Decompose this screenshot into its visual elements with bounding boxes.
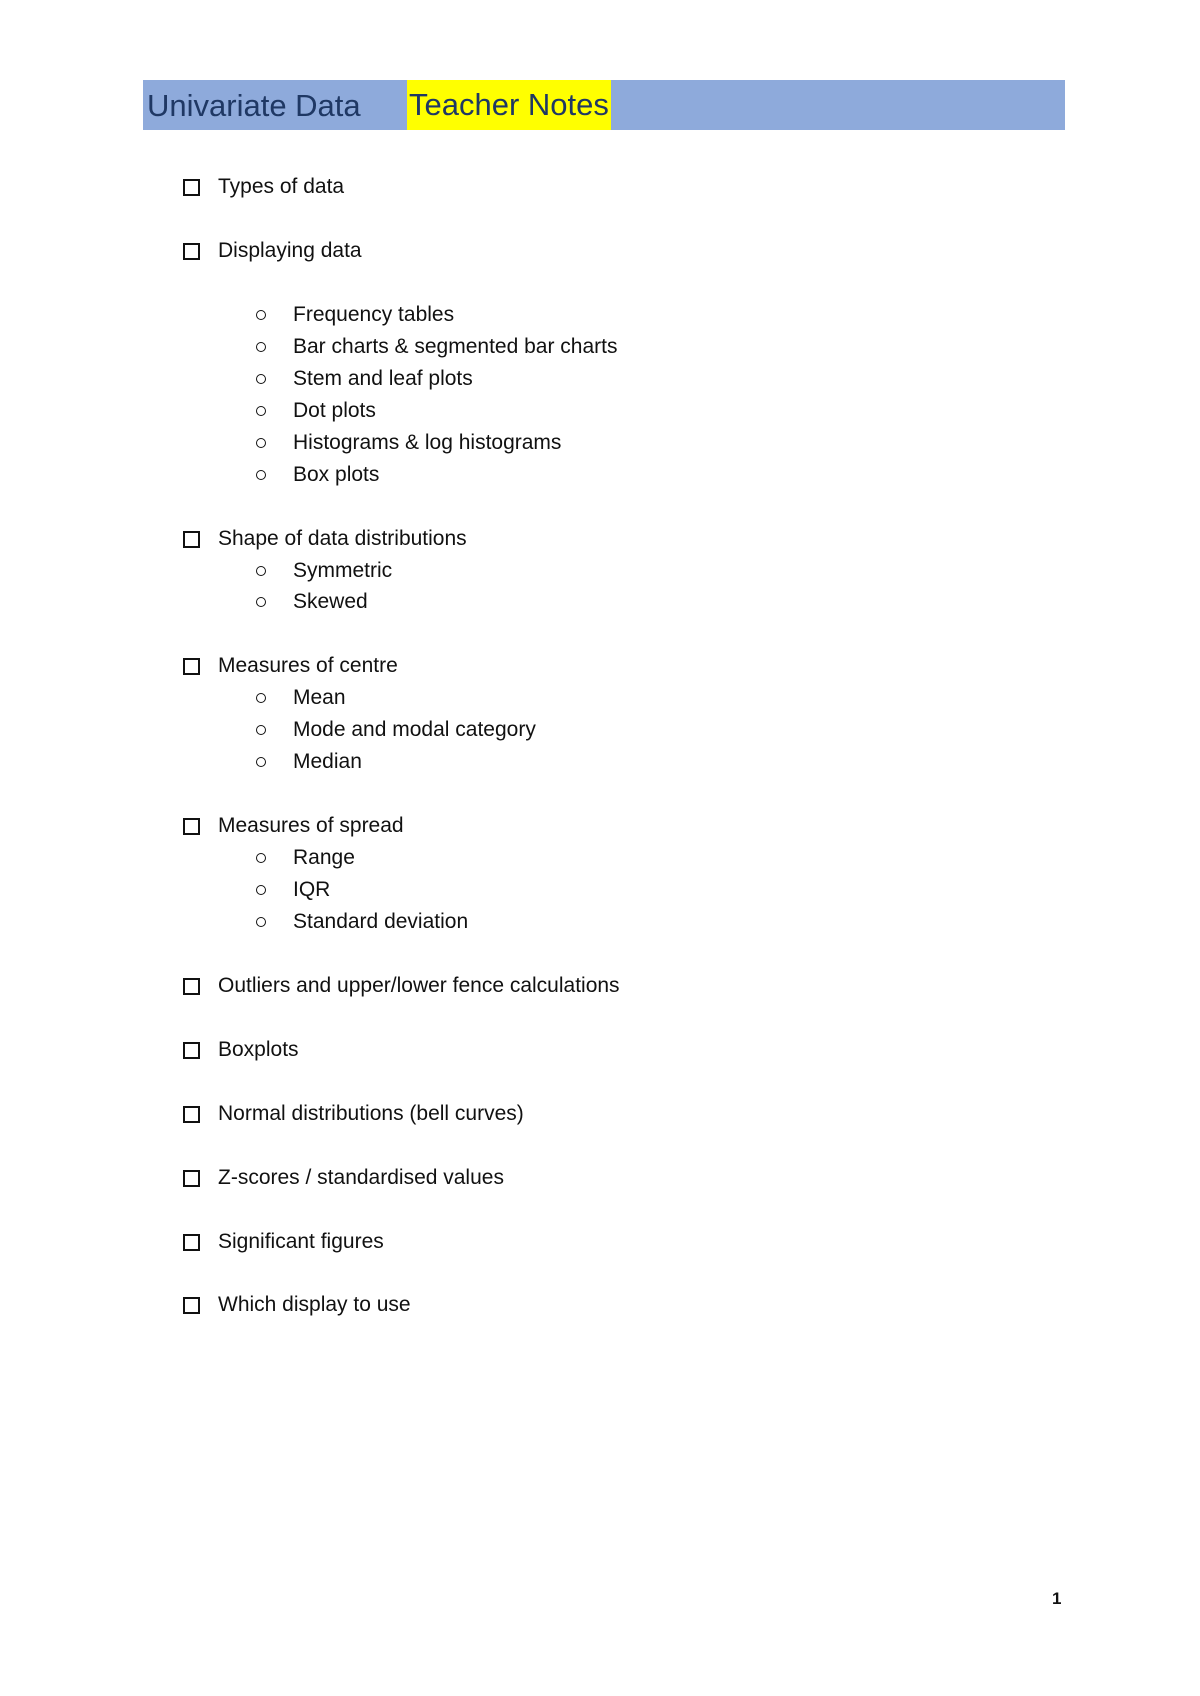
page-number: 1	[1052, 1589, 1062, 1608]
sub-list-item	[254, 907, 468, 937]
checkbox-icon	[183, 1234, 200, 1251]
checklist-item-label: Z-scores / standardised values	[218, 1166, 504, 1189]
sub-list-item	[254, 332, 618, 362]
circle-bullet-icon	[256, 406, 266, 416]
circle-bullet-icon	[256, 566, 266, 576]
sub-list-item-label: IQR	[293, 878, 331, 901]
checklist-item	[183, 1227, 384, 1257]
sub-list-item	[254, 460, 379, 490]
sub-list-item	[254, 683, 346, 713]
circle-bullet-icon	[256, 757, 266, 767]
sub-list-item-label: Standard deviation	[293, 910, 469, 933]
sub-list-item-label: Bar charts & segmented bar charts	[293, 335, 618, 358]
sub-list-item-label: Skewed	[293, 590, 368, 613]
checklist-item	[183, 1035, 299, 1065]
checklist-item	[183, 971, 620, 1001]
checklist-item-label: Outliers and upper/lower fence calculations	[218, 974, 620, 997]
checkbox-icon	[183, 978, 200, 995]
checklist-item-label: Significant figures	[218, 1230, 384, 1253]
checkbox-icon	[183, 818, 200, 835]
checklist-item-label: Boxplots	[218, 1038, 299, 1061]
circle-bullet-icon	[256, 693, 266, 703]
checklist-item	[183, 651, 398, 681]
checklist-item-label: Measures of spread	[218, 814, 404, 837]
checklist-item-label: Which display to use	[218, 1293, 411, 1316]
checklist-item	[183, 524, 467, 554]
checklist-item	[183, 1290, 411, 1320]
checkbox-icon	[183, 1297, 200, 1314]
checklist-item	[183, 1163, 504, 1193]
checkbox-icon	[183, 1106, 200, 1123]
circle-bullet-icon	[256, 725, 266, 735]
circle-bullet-icon	[256, 470, 266, 480]
sub-list-item-label: Box plots	[293, 463, 380, 486]
checkbox-icon	[183, 179, 200, 196]
sub-list-item-label: Frequency tables	[293, 303, 455, 326]
sub-list-item-label: Mode and modal category	[293, 718, 536, 741]
sub-list-item-label: Histograms & log histograms	[293, 431, 562, 454]
circle-bullet-icon	[256, 342, 266, 352]
checkbox-icon	[183, 1170, 200, 1187]
circle-bullet-icon	[256, 885, 266, 895]
checklist-item	[183, 236, 362, 266]
sub-list-item	[254, 396, 376, 426]
checklist-item	[183, 1099, 524, 1129]
circle-bullet-icon	[256, 374, 266, 384]
checklist-item	[183, 172, 344, 202]
checkbox-icon	[183, 243, 200, 260]
sub-list-item	[254, 875, 330, 905]
sub-list-item	[254, 747, 362, 777]
sub-list-item	[254, 715, 536, 745]
sub-list-item	[254, 556, 392, 586]
sub-list-item-label: Median	[293, 750, 362, 773]
checkbox-icon	[183, 658, 200, 675]
sub-list-item-label: Mean	[293, 686, 346, 709]
checklist-item-label: Measures of centre	[218, 654, 398, 677]
sub-list-item	[254, 587, 368, 617]
sub-list-item-label: Symmetric	[293, 559, 393, 582]
checkbox-icon	[183, 1042, 200, 1059]
sub-list-item	[254, 428, 561, 458]
circle-bullet-icon	[256, 310, 266, 320]
checklist-item-label: Shape of data distributions	[218, 527, 467, 550]
circle-bullet-icon	[256, 853, 266, 863]
sub-list-item-label: Dot plots	[293, 399, 376, 422]
sub-list-item-label: Range	[293, 846, 355, 869]
sub-list-item	[254, 300, 454, 330]
checklist-item-label: Displaying data	[218, 239, 362, 262]
circle-bullet-icon	[256, 597, 266, 607]
sub-list-item	[254, 364, 473, 394]
checklist-item-label: Normal distributions (bell curves)	[218, 1102, 524, 1125]
checklist-item-label: Types of data	[218, 175, 345, 198]
sub-list-item	[254, 843, 355, 873]
sub-list-item-label: Stem and leaf plots	[293, 367, 473, 390]
checkbox-icon	[183, 531, 200, 548]
checklist-item	[183, 811, 404, 841]
circle-bullet-icon	[256, 438, 266, 448]
circle-bullet-icon	[256, 917, 266, 927]
title-highlight: Teacher Notes	[407, 80, 611, 130]
page-title: Univariate Data	[147, 88, 361, 123]
